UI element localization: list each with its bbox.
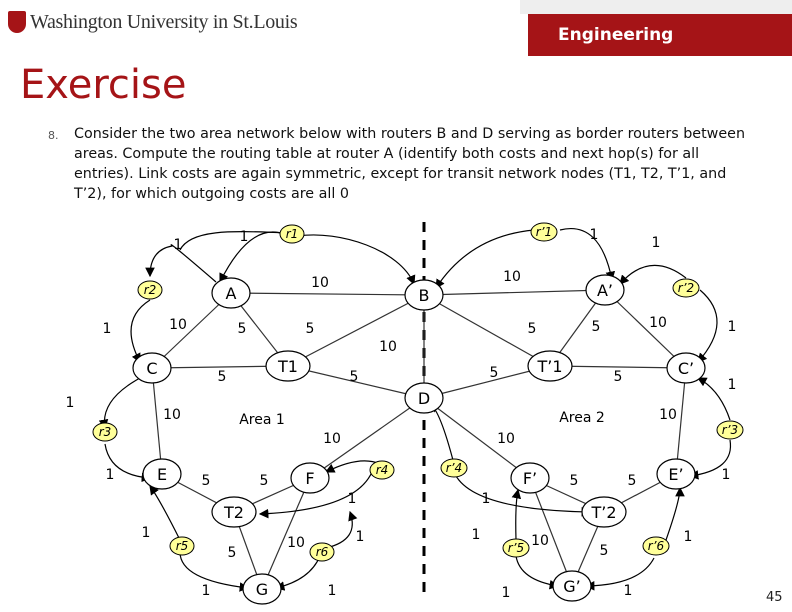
svg-text:r’2: r’2 — [677, 281, 695, 295]
cost-rp4-T2p: 1 — [481, 491, 491, 507]
router-F — [291, 463, 329, 493]
cost-T2-F: 5 — [259, 473, 269, 489]
cost-A-C: 10 — [169, 317, 187, 333]
router-A — [212, 278, 250, 308]
svg-text:T’1: T’1 — [537, 357, 563, 376]
host-r-prime-6 — [643, 537, 669, 555]
slide-title: Exercise — [20, 62, 187, 108]
svg-text:B: B — [418, 286, 430, 305]
cost-rp3-Cp: 1 — [727, 377, 737, 393]
cost-T1-C: 5 — [217, 369, 227, 385]
host-r-prime-5 — [503, 539, 529, 557]
cost-T1p-D: 5 — [489, 365, 499, 381]
svg-text:r3: r3 — [98, 425, 112, 439]
svg-text:r’5: r’5 — [507, 541, 525, 555]
cost-T1p-Cp: 5 — [613, 369, 623, 385]
cost-rp5-Gp: 1 — [501, 585, 511, 601]
transit-T1 — [266, 351, 310, 381]
host-r1 — [280, 225, 304, 243]
host-r3 — [93, 423, 117, 441]
area-2-label: Area 2 — [559, 410, 605, 426]
cost-B-T1p: 5 — [527, 321, 537, 337]
svg-text:r5: r5 — [175, 539, 189, 553]
svg-text:r2: r2 — [143, 283, 157, 297]
cost-rp6-Ep: 1 — [683, 529, 693, 545]
host-r-prime-2 — [673, 279, 699, 297]
host-r-prime-1 — [531, 223, 557, 241]
question-text: Consider the two area network below with routers B and D serving as border routers between areas. Compute the routing table at router A (identify both costs and next hop(s) for all entries). Link costs are again symmetric, except for transit network nodes (T1, T2, T’1, and T’2), for which outgoing costs are all 0 — [74, 126, 746, 202]
cost-rp1-Ap: 1 — [651, 235, 661, 251]
cost-T2p-Gp: 5 — [599, 543, 609, 559]
cost-Ap-Cp: 10 — [649, 315, 667, 331]
cost-Cp-Ep: 10 — [659, 407, 677, 423]
router-D — [405, 383, 443, 413]
svg-text:F’: F’ — [522, 469, 538, 488]
cost-Gp-Fp: 10 — [531, 533, 549, 549]
cost-rp1-B: 1 — [589, 227, 599, 243]
host-r-prime-3 — [717, 421, 743, 439]
svg-text:F: F — [305, 469, 315, 488]
router-E-prime — [657, 459, 695, 489]
svg-text:T1: T1 — [278, 357, 298, 376]
svg-text:r’4: r’4 — [445, 461, 463, 475]
transit-T1-prime — [528, 351, 572, 381]
svg-text:r1: r1 — [285, 227, 299, 241]
page-number: 45 — [766, 590, 783, 605]
cost-r6-G: 1 — [327, 583, 337, 599]
svg-text:A’: A’ — [596, 281, 614, 300]
router-C — [133, 353, 171, 383]
svg-text:E: E — [156, 465, 168, 484]
host-r-prime-4 — [441, 459, 467, 477]
router-G-prime — [553, 571, 591, 601]
svg-text:D: D — [417, 389, 431, 408]
cost-F-D: 10 — [323, 431, 341, 447]
svg-text:r6: r6 — [315, 545, 329, 559]
area-1-label: Area 1 — [239, 412, 285, 428]
svg-text:T’2: T’2 — [591, 503, 617, 522]
cost-r2-C: 1 — [65, 395, 75, 411]
router-B — [405, 280, 443, 310]
cost-B-Ap: 10 — [503, 269, 521, 285]
svg-text:C’: C’ — [677, 359, 695, 378]
cost-r5-G: 1 — [201, 583, 211, 599]
cost-T2p-Ep: 5 — [627, 473, 637, 489]
router-G — [243, 574, 281, 604]
transit-T2-prime — [582, 497, 626, 527]
router-A-prime — [586, 275, 624, 305]
cost-r6-T2: 1 — [355, 529, 365, 545]
router-F-prime — [511, 463, 549, 493]
cost-G-F: 10 — [287, 535, 305, 551]
cost-r4-T2: 1 — [347, 491, 357, 507]
svg-text:r4: r4 — [375, 463, 389, 477]
cost-rp2-Cp: 1 — [727, 319, 737, 335]
router-E — [143, 459, 181, 489]
question-number: 8. — [48, 129, 59, 142]
svg-text:r’1: r’1 — [535, 225, 553, 239]
cost-Fp-T2p: 5 — [569, 473, 579, 489]
cost-B-T1: 5 — [305, 321, 315, 337]
host-r2 — [138, 281, 162, 299]
svg-text:G’: G’ — [563, 577, 581, 596]
cost-r3-E: 1 — [105, 467, 115, 483]
host-r6 — [310, 543, 334, 561]
host-r4 — [370, 461, 394, 479]
cost-A-B: 10 — [311, 275, 329, 291]
cost-rp5-Fp: 1 — [471, 527, 481, 543]
cost-Ap-T1p: 5 — [591, 319, 601, 335]
transit-T2 — [212, 497, 256, 527]
cost-r5-E: 1 — [141, 525, 151, 541]
cost-rp6-Gp: 1 — [623, 583, 633, 599]
svg-text:r’6: r’6 — [647, 539, 665, 553]
cost-D-Fp: 10 — [497, 431, 515, 447]
cost-T2-G: 5 — [227, 545, 237, 561]
svg-text:G: G — [255, 580, 269, 599]
svg-text:A: A — [225, 284, 237, 303]
logo-text: Washington University in St.Louis — [30, 10, 298, 33]
svg-text:T2: T2 — [224, 503, 244, 522]
cost-r2-A: 1 — [102, 321, 112, 337]
engineering-badge: Engineering — [528, 14, 792, 56]
cost-T1-D: 5 — [349, 369, 359, 385]
host-r5 — [170, 537, 194, 555]
cost-E-T2: 5 — [201, 473, 211, 489]
cost-r1-B: 1 — [173, 237, 183, 253]
cost-rp3-Ep: 1 — [721, 467, 731, 483]
cost-B-D: 10 — [379, 339, 397, 355]
svg-text:C: C — [146, 359, 158, 378]
cost-A-T1: 5 — [237, 321, 247, 337]
cost-r1-A: 1 — [239, 229, 249, 245]
svg-text:E’: E’ — [668, 465, 684, 484]
router-C-prime — [667, 353, 705, 383]
svg-text:r’3: r’3 — [721, 423, 739, 437]
cost-C-E: 10 — [163, 407, 181, 423]
